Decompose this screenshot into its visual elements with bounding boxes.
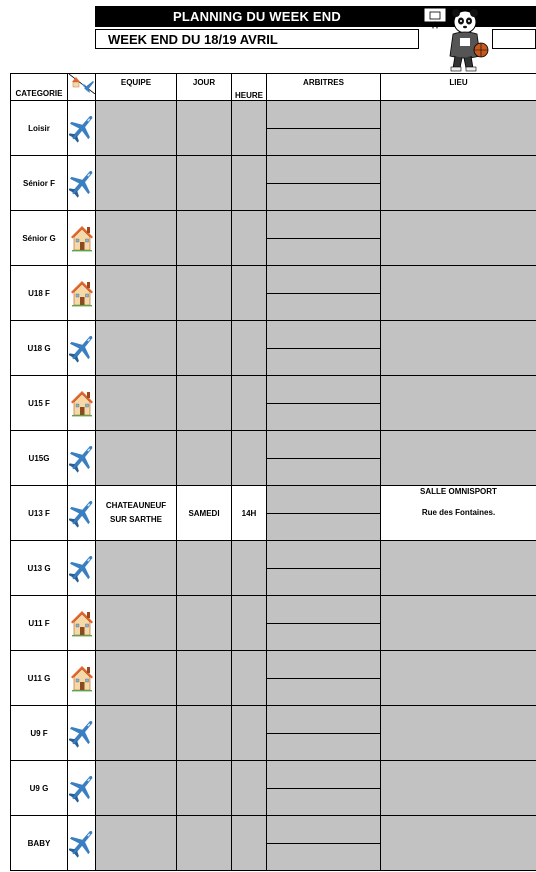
heure-cell: [232, 321, 267, 376]
arbitre-cell-1: [267, 761, 381, 789]
plane-icon: [68, 496, 95, 530]
heure-cell: [232, 541, 267, 596]
arbitre-cell-2: [267, 404, 381, 431]
heure-cell: [232, 376, 267, 431]
equipe-cell: [96, 431, 177, 486]
category-label: U15 F: [11, 376, 68, 431]
jour-cell: [177, 816, 232, 871]
arbitre-cell-1: [267, 321, 381, 349]
category-label: U18 F: [11, 266, 68, 321]
jour-cell: [177, 156, 232, 211]
arbitre-cell-2: [267, 349, 381, 376]
house-plane-icon: [69, 74, 95, 94]
category-label: Sénior G: [11, 211, 68, 266]
arbitre-cell-1: [267, 266, 381, 294]
lieu-cell: [381, 211, 536, 266]
arbitre-cell-2: [267, 789, 381, 816]
arbitre-cell-2: [267, 624, 381, 651]
house-icon: [68, 661, 95, 695]
jour-cell: [177, 596, 232, 651]
lieu-line-1: SALLE OMNISPORT: [420, 487, 497, 496]
arbitre-cell-1: [267, 596, 381, 624]
planning-table: [10, 73, 536, 871]
arbitre-cell-2: [267, 294, 381, 321]
col-header-arbitres: ARBITRES: [267, 74, 381, 101]
lieu-cell: [381, 376, 536, 431]
arbitre-cell-2: [267, 844, 381, 871]
location-type-cell: [68, 541, 96, 596]
heure-cell: [232, 156, 267, 211]
location-type-cell: [68, 156, 96, 211]
lieu-cell: [381, 816, 536, 871]
heure-cell: [232, 101, 267, 156]
heure-cell: [232, 816, 267, 871]
equipe-cell: [96, 321, 177, 376]
plane-icon: [68, 551, 95, 585]
location-type-cell: [68, 101, 96, 156]
arbitre-cell-1: [267, 486, 381, 514]
equipe-cell: [96, 101, 177, 156]
lieu-cell: [381, 101, 536, 156]
location-type-cell: [68, 706, 96, 761]
col-header-icons: [68, 74, 96, 101]
location-type-cell: [68, 761, 96, 816]
lieu-cell: [381, 761, 536, 816]
location-type-cell: [68, 211, 96, 266]
category-label: U9 G: [11, 761, 68, 816]
lieu-cell: [381, 431, 536, 486]
category-label: Sénior F: [11, 156, 68, 211]
arbitre-cell-1: [267, 101, 381, 129]
house-icon: [68, 386, 95, 420]
category-label: U15G: [11, 431, 68, 486]
arbitre-cell-2: [267, 514, 381, 541]
heure-cell: 14H: [232, 486, 267, 541]
arbitre-cell-2: [267, 184, 381, 211]
lieu-cell: [381, 156, 536, 211]
heure-cell: [232, 211, 267, 266]
table-row: [11, 156, 536, 184]
lieu-cell: [381, 541, 536, 596]
panda-basketball-mascot-icon: [421, 6, 493, 72]
equipe-cell: [96, 706, 177, 761]
jour-cell: [177, 321, 232, 376]
equipe-cell: [96, 376, 177, 431]
table-row: [11, 816, 536, 844]
arbitre-cell-2: [267, 679, 381, 706]
arbitre-cell-2: [267, 239, 381, 266]
table-row: [11, 376, 536, 404]
page-title: PLANNING DU WEEK END: [95, 6, 419, 27]
lieu-cell: [381, 706, 536, 761]
category-label: U13 F: [11, 486, 68, 541]
equipe-cell: [96, 156, 177, 211]
jour-cell: [177, 101, 232, 156]
table-row: [11, 541, 536, 569]
lieu-line-2: Rue des Fontaines.: [421, 508, 496, 517]
plane-icon: [68, 716, 95, 750]
category-label: U11 G: [11, 651, 68, 706]
location-type-cell: [68, 816, 96, 871]
table-row: [11, 596, 536, 624]
location-type-cell: [68, 321, 96, 376]
location-type-cell: [68, 431, 96, 486]
equipe-cell: [96, 816, 177, 871]
equipe-cell: [96, 486, 177, 541]
heure-cell: [232, 706, 267, 761]
arbitre-cell-2: [267, 129, 381, 156]
table-row: [11, 431, 536, 459]
table-row: [11, 761, 536, 789]
equipe-cell: [96, 596, 177, 651]
heure-cell: [232, 651, 267, 706]
equipe-cell: [96, 651, 177, 706]
lieu-cell: [381, 321, 536, 376]
arbitre-cell-2: [267, 734, 381, 761]
plane-icon: [68, 441, 95, 475]
arbitre-cell-1: [267, 541, 381, 569]
col-header-lieu: LIEU: [381, 74, 536, 101]
category-label: U9 F: [11, 706, 68, 761]
heure-cell: [232, 266, 267, 321]
equipe-line-2: SUR SARTHE: [109, 515, 162, 524]
arbitre-cell-2: [267, 569, 381, 596]
category-label: BABY: [11, 816, 68, 871]
jour-cell: [177, 431, 232, 486]
arbitre-cell-1: [267, 376, 381, 404]
arbitre-cell-1: [267, 156, 381, 184]
arbitre-cell-2: [267, 459, 381, 486]
lieu-cell: [381, 266, 536, 321]
heure-cell: [232, 596, 267, 651]
heure-cell: [232, 761, 267, 816]
jour-cell: [177, 266, 232, 321]
location-type-cell: [68, 651, 96, 706]
category-label: U13 G: [11, 541, 68, 596]
lieu-cell: [381, 596, 536, 651]
subtitle-box-extension: [492, 29, 536, 49]
house-icon: [68, 276, 95, 310]
arbitre-cell-1: [267, 816, 381, 844]
col-header-categorie: CATEGORIE: [11, 74, 68, 101]
jour-cell: [177, 211, 232, 266]
equipe-cell: [96, 541, 177, 596]
house-icon: [68, 606, 95, 640]
table-row: [11, 651, 536, 679]
col-header-heure: HEURE: [232, 74, 267, 101]
table-row: [11, 706, 536, 734]
col-header-jour: JOUR: [177, 74, 232, 101]
arbitre-cell-1: [267, 211, 381, 239]
arbitre-cell-1: [267, 431, 381, 459]
table-row: [11, 321, 536, 349]
lieu-cell: [381, 651, 536, 706]
jour-cell: [177, 376, 232, 431]
location-type-cell: [68, 266, 96, 321]
equipe-line-1: CHATEAUNEUF: [105, 501, 167, 510]
equipe-cell: [96, 211, 177, 266]
equipe-cell: [96, 266, 177, 321]
plane-icon: [68, 111, 95, 145]
house-icon: [68, 221, 95, 255]
heure-cell: [232, 431, 267, 486]
week-subtitle: WEEK END DU 18/19 AVRIL: [95, 29, 419, 49]
category-label: Loisir: [11, 101, 68, 156]
plane-icon: [68, 166, 95, 200]
jour-cell: [177, 651, 232, 706]
plane-icon: [68, 331, 95, 365]
location-type-cell: [68, 376, 96, 431]
location-type-cell: [68, 486, 96, 541]
table-row: [11, 211, 536, 239]
header-row: [11, 74, 536, 101]
arbitre-cell-1: [267, 651, 381, 679]
table-row: [11, 486, 536, 514]
location-type-cell: [68, 596, 96, 651]
lieu-cell: [381, 486, 536, 541]
jour-cell: [177, 706, 232, 761]
arbitre-cell-1: [267, 706, 381, 734]
equipe-cell: [96, 761, 177, 816]
plane-icon: [68, 771, 95, 805]
jour-cell: [177, 761, 232, 816]
category-label: U18 G: [11, 321, 68, 376]
jour-cell: [177, 541, 232, 596]
plane-icon: [68, 826, 95, 860]
jour-cell: SAMEDI: [177, 486, 232, 541]
table-row: [11, 266, 536, 294]
category-label: U11 F: [11, 596, 68, 651]
table-row: [11, 101, 536, 129]
col-header-equipe: EQUIPE: [96, 74, 177, 101]
